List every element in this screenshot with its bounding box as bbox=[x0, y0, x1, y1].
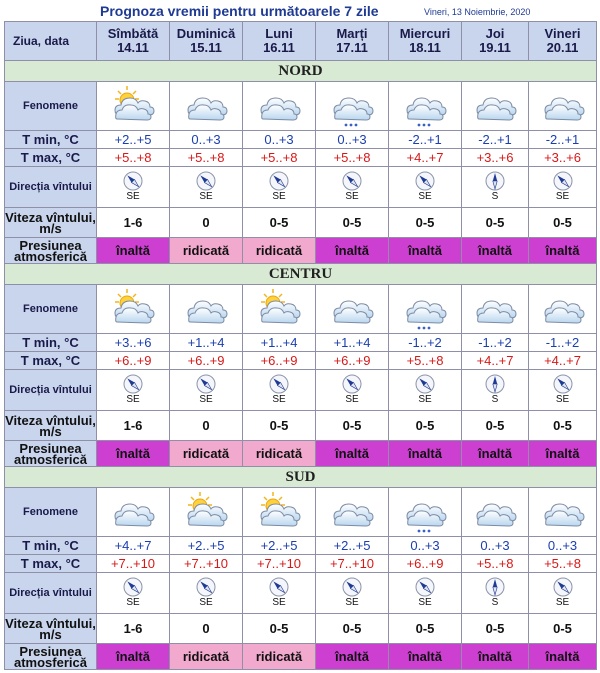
weather-cell bbox=[316, 285, 389, 334]
day-name: Sîmbătă bbox=[107, 26, 159, 41]
tmax-value: +5..+8 bbox=[529, 555, 597, 573]
tmin-value: +1..+4 bbox=[316, 334, 389, 352]
weather-cell bbox=[243, 488, 316, 537]
pressure-value: înaltă bbox=[97, 441, 170, 467]
wind-speed-row bbox=[5, 208, 597, 238]
tmax-value: +6..+9 bbox=[170, 352, 243, 370]
wind-speed-value: 0-5 bbox=[529, 614, 597, 644]
weather-cell bbox=[97, 82, 170, 131]
weather-cell bbox=[529, 488, 597, 537]
tmin-value: +1..+4 bbox=[243, 334, 316, 352]
tmin-row bbox=[5, 537, 597, 555]
phenomena-row bbox=[5, 488, 597, 537]
wind-direction-icon bbox=[123, 171, 143, 191]
region-header-row bbox=[5, 61, 597, 82]
pressure-row bbox=[5, 441, 597, 467]
day-date: 18.11 bbox=[409, 40, 441, 55]
tmax-value: +4..+7 bbox=[529, 352, 597, 370]
phenomena-row bbox=[5, 82, 597, 131]
weather-cell bbox=[170, 488, 243, 537]
pressure-value: înaltă bbox=[316, 441, 389, 467]
wind-speed-value: 0-5 bbox=[389, 208, 462, 238]
wind-speed-value: 0-5 bbox=[243, 411, 316, 441]
pressure-value: înaltă bbox=[316, 644, 389, 670]
weather-cell bbox=[529, 285, 597, 334]
pressure-row bbox=[5, 644, 597, 670]
wind-speed-value: 0-5 bbox=[462, 614, 529, 644]
wind-speed-value: 0-5 bbox=[529, 208, 597, 238]
weather-cell bbox=[462, 488, 529, 537]
wind-direction-row bbox=[5, 167, 597, 208]
wind-direction-cell bbox=[316, 370, 389, 411]
wind-direction-label: S bbox=[491, 596, 499, 608]
weather-cell bbox=[170, 82, 243, 131]
cloudy-icon bbox=[471, 489, 519, 535]
tmin-value: -2..+1 bbox=[462, 131, 529, 149]
tmax-value: +4..+7 bbox=[462, 352, 529, 370]
wind-direction-icon bbox=[415, 577, 435, 597]
wind-speed-value: 0-5 bbox=[243, 614, 316, 644]
cloudy-icon bbox=[328, 286, 376, 332]
partly-sunny-cloud-icon bbox=[255, 489, 303, 535]
wind-direction-label: SE bbox=[555, 596, 570, 608]
wind-direction-cell bbox=[529, 370, 597, 411]
region-header-row bbox=[5, 264, 597, 285]
tmax-row bbox=[5, 352, 597, 370]
tmin-value: -2..+1 bbox=[389, 131, 462, 149]
row-label: T min, °C bbox=[5, 537, 97, 555]
pressure-value: ridicată bbox=[243, 441, 316, 467]
row-label: T max, °C bbox=[5, 352, 97, 370]
wind-direction-cell bbox=[170, 370, 243, 411]
forecast-date: Vineri, 13 Noiembrie, 2020 bbox=[424, 7, 531, 17]
pressure-value: înaltă bbox=[529, 238, 597, 264]
pressure-value: înaltă bbox=[97, 238, 170, 264]
weather-cell bbox=[529, 82, 597, 131]
tmin-value: 0..+3 bbox=[529, 537, 597, 555]
wind-speed-value: 1-6 bbox=[97, 411, 170, 441]
wind-direction-cell bbox=[170, 167, 243, 208]
tmin-value: +1..+4 bbox=[170, 334, 243, 352]
row-label: Viteza vîntului, m/s bbox=[5, 412, 96, 439]
pressure-value: înaltă bbox=[462, 441, 529, 467]
tmax-value: +6..+9 bbox=[389, 555, 462, 573]
day-name: Joi bbox=[485, 26, 505, 41]
wind-direction-label: SE bbox=[418, 596, 432, 608]
wind-direction-cell bbox=[462, 573, 529, 614]
tmin-value: -2..+1 bbox=[529, 131, 597, 149]
wind-speed-value: 0-5 bbox=[389, 411, 462, 441]
wind-speed-value: 1-6 bbox=[97, 614, 170, 644]
wind-direction-label: SE bbox=[126, 190, 140, 202]
tmin-value: 0..+3 bbox=[389, 537, 462, 555]
wind-direction-label: SE bbox=[126, 393, 140, 405]
wind-direction-icon bbox=[342, 171, 362, 191]
row-label: Fenomene bbox=[5, 285, 97, 334]
row-label: Presiunea atmosferică bbox=[5, 238, 97, 264]
day-header bbox=[316, 22, 389, 61]
pressure-value: înaltă bbox=[529, 441, 597, 467]
wind-direction-label: SE bbox=[272, 393, 286, 405]
wind-speed-value: 1-6 bbox=[97, 208, 170, 238]
forecast-table bbox=[4, 21, 597, 670]
wind-direction-icon bbox=[196, 577, 216, 597]
header-label: Ziua, data bbox=[5, 22, 97, 61]
day-header bbox=[529, 22, 597, 61]
region-title: SUD bbox=[5, 467, 597, 488]
region-title: NORD bbox=[5, 61, 597, 82]
weather-cell bbox=[462, 285, 529, 334]
tmin-value: 0..+3 bbox=[316, 131, 389, 149]
cloudy-icon bbox=[109, 489, 157, 535]
wind-speed-value: 0 bbox=[170, 411, 243, 441]
wind-direction-icon bbox=[485, 577, 505, 597]
wind-direction-cell bbox=[243, 167, 316, 208]
title-bar bbox=[0, 0, 600, 20]
tmin-value: +2..+5 bbox=[243, 537, 316, 555]
tmax-value: +5..+8 bbox=[389, 352, 462, 370]
wind-speed-value: 0-5 bbox=[316, 411, 389, 441]
wind-direction-cell bbox=[170, 573, 243, 614]
wind-direction-row bbox=[5, 370, 597, 411]
cloud-snow-icon bbox=[401, 489, 449, 535]
weather-cell bbox=[170, 285, 243, 334]
wind-direction-icon bbox=[553, 171, 573, 191]
partly-sunny-cloud-icon bbox=[182, 489, 230, 535]
wind-direction-icon bbox=[269, 171, 289, 191]
wind-speed-row bbox=[5, 411, 597, 441]
tmin-value: +4..+7 bbox=[97, 537, 170, 555]
wind-direction-icon bbox=[196, 374, 216, 394]
partly-sunny-cloud-icon bbox=[109, 286, 157, 332]
weather-cell bbox=[97, 488, 170, 537]
row-label: Fenomene bbox=[5, 82, 97, 131]
wind-direction-icon bbox=[553, 577, 573, 597]
wind-direction-label: S bbox=[491, 190, 499, 202]
tmin-value: +2..+5 bbox=[170, 537, 243, 555]
wind-direction-cell bbox=[316, 167, 389, 208]
wind-direction-icon bbox=[415, 374, 435, 394]
row-label: Presiunea atmosferică bbox=[5, 441, 97, 467]
partly-sunny-cloud-icon bbox=[109, 83, 157, 129]
tmin-value: 0..+3 bbox=[170, 131, 243, 149]
tmax-row bbox=[5, 149, 597, 167]
wind-direction-cell bbox=[529, 167, 597, 208]
wind-direction-label: SE bbox=[199, 596, 213, 608]
day-date: 17.11 bbox=[336, 40, 368, 55]
day-name: Miercuri bbox=[399, 26, 451, 41]
cloudy-icon bbox=[182, 286, 230, 332]
wind-speed-value: 0-5 bbox=[316, 614, 389, 644]
wind-direction-label: SE bbox=[345, 393, 359, 405]
tmin-value: -1..+2 bbox=[462, 334, 529, 352]
wind-direction-icon bbox=[342, 577, 362, 597]
tmax-value: +5..+8 bbox=[462, 555, 529, 573]
weather-cell bbox=[316, 82, 389, 131]
wind-direction-icon bbox=[123, 374, 143, 394]
wind-direction-cell bbox=[389, 370, 462, 411]
wind-direction-row bbox=[5, 573, 597, 614]
tmax-value: +5..+8 bbox=[243, 149, 316, 167]
weather-cell bbox=[389, 285, 462, 334]
weather-cell bbox=[97, 285, 170, 334]
day-date: 14.11 bbox=[117, 40, 149, 55]
tmin-value: +2..+5 bbox=[316, 537, 389, 555]
wind-speed-value: 0-5 bbox=[529, 411, 597, 441]
wind-speed-value: 0 bbox=[170, 614, 243, 644]
cloud-snow-icon bbox=[401, 83, 449, 129]
wind-direction-cell bbox=[529, 573, 597, 614]
day-date: 15.11 bbox=[190, 40, 222, 55]
wind-direction-label: SE bbox=[418, 393, 432, 405]
cloudy-icon bbox=[539, 83, 587, 129]
wind-speed-value: 0-5 bbox=[462, 208, 529, 238]
wind-speed-value: 0-5 bbox=[389, 614, 462, 644]
weather-cell bbox=[389, 488, 462, 537]
weather-cell bbox=[243, 82, 316, 131]
cloudy-icon bbox=[539, 286, 587, 332]
day-name: Marți bbox=[336, 26, 368, 41]
pressure-value: ridicată bbox=[170, 441, 243, 467]
tmax-value: +5..+8 bbox=[170, 149, 243, 167]
day-header bbox=[243, 22, 316, 61]
header-row bbox=[5, 22, 597, 61]
cloudy-icon bbox=[255, 83, 303, 129]
tmax-value: +7..+10 bbox=[97, 555, 170, 573]
tmax-value: +6..+9 bbox=[243, 352, 316, 370]
tmax-value: +4..+7 bbox=[389, 149, 462, 167]
tmax-value: +7..+10 bbox=[170, 555, 243, 573]
pressure-value: ridicată bbox=[243, 238, 316, 264]
day-name: Vineri bbox=[544, 26, 581, 41]
cloudy-icon bbox=[471, 286, 519, 332]
tmax-value: +6..+9 bbox=[97, 352, 170, 370]
wind-direction-label: SE bbox=[272, 190, 286, 202]
day-header bbox=[97, 22, 170, 61]
row-label: Viteza vîntului, m/s bbox=[5, 209, 96, 236]
tmax-row bbox=[5, 555, 597, 573]
pressure-value: ridicată bbox=[243, 644, 316, 670]
tmin-value: -1..+2 bbox=[389, 334, 462, 352]
day-date: 16.11 bbox=[263, 40, 295, 55]
wind-direction-cell bbox=[97, 370, 170, 411]
tmin-value: 0..+3 bbox=[462, 537, 529, 555]
wind-speed-value: 0-5 bbox=[462, 411, 529, 441]
day-date: 20.11 bbox=[546, 40, 579, 55]
wind-direction-cell bbox=[389, 167, 462, 208]
tmax-value: +6..+9 bbox=[316, 352, 389, 370]
day-header bbox=[389, 22, 462, 61]
cloudy-icon bbox=[328, 489, 376, 535]
day-header bbox=[170, 22, 243, 61]
wind-direction-cell bbox=[97, 573, 170, 614]
weather-cell bbox=[243, 285, 316, 334]
pressure-value: înaltă bbox=[389, 644, 462, 670]
wind-direction-cell bbox=[316, 573, 389, 614]
tmax-value: +7..+10 bbox=[316, 555, 389, 573]
row-label: T min, °C bbox=[5, 131, 97, 149]
wind-direction-label: SE bbox=[345, 190, 359, 202]
row-label: Direcția vîntului bbox=[5, 167, 97, 208]
row-label: Presiunea atmosferică bbox=[5, 644, 97, 670]
wind-direction-icon bbox=[415, 171, 435, 191]
wind-direction-label: S bbox=[491, 393, 499, 405]
pressure-value: ridicată bbox=[170, 238, 243, 264]
partly-sunny-cloud-icon bbox=[255, 286, 303, 332]
page-title: Prognoza vremii pentru următoarele 7 zile bbox=[100, 3, 379, 19]
cloudy-icon bbox=[539, 489, 587, 535]
wind-direction-icon bbox=[269, 577, 289, 597]
tmax-value: +5..+8 bbox=[316, 149, 389, 167]
wind-direction-cell bbox=[389, 573, 462, 614]
row-label: Viteza vîntului, m/s bbox=[5, 615, 96, 642]
weather-cell bbox=[316, 488, 389, 537]
wind-speed-value: 0-5 bbox=[316, 208, 389, 238]
wind-direction-label: SE bbox=[199, 393, 213, 405]
cloudy-icon bbox=[182, 83, 230, 129]
wind-direction-label: SE bbox=[199, 190, 213, 202]
tmax-value: +3..+6 bbox=[529, 149, 597, 167]
tmax-value: +3..+6 bbox=[462, 149, 529, 167]
cloud-snow-icon bbox=[401, 286, 449, 332]
pressure-row bbox=[5, 238, 597, 264]
region-title: CENTRU bbox=[5, 264, 597, 285]
day-date: 19.11 bbox=[479, 40, 511, 55]
wind-direction-cell bbox=[243, 370, 316, 411]
pressure-value: înaltă bbox=[529, 644, 597, 670]
wind-speed-value: 0 bbox=[170, 208, 243, 238]
cloudy-icon bbox=[471, 83, 519, 129]
wind-direction-cell bbox=[243, 573, 316, 614]
pressure-value: ridicată bbox=[170, 644, 243, 670]
tmax-value: +5..+8 bbox=[97, 149, 170, 167]
row-label: T max, °C bbox=[5, 149, 97, 167]
pressure-value: înaltă bbox=[462, 238, 529, 264]
pressure-value: înaltă bbox=[389, 441, 462, 467]
wind-direction-cell bbox=[97, 167, 170, 208]
wind-direction-icon bbox=[553, 374, 573, 394]
wind-direction-label: SE bbox=[272, 596, 286, 608]
row-label: Direcția vîntului bbox=[5, 573, 97, 614]
wind-direction-icon bbox=[123, 577, 143, 597]
pressure-value: înaltă bbox=[389, 238, 462, 264]
region-header-row bbox=[5, 467, 597, 488]
wind-speed-value: 0-5 bbox=[243, 208, 316, 238]
tmin-row bbox=[5, 131, 597, 149]
phenomena-row bbox=[5, 285, 597, 334]
day-name: Luni bbox=[265, 26, 293, 41]
row-label: T max, °C bbox=[5, 555, 97, 573]
row-label: T min, °C bbox=[5, 334, 97, 352]
pressure-value: înaltă bbox=[462, 644, 529, 670]
wind-direction-label: SE bbox=[555, 190, 570, 202]
day-name: Duminică bbox=[176, 26, 236, 41]
tmin-value: 0..+3 bbox=[243, 131, 316, 149]
wind-direction-label: SE bbox=[555, 393, 570, 405]
wind-direction-cell bbox=[462, 167, 529, 208]
tmin-row bbox=[5, 334, 597, 352]
tmin-value: -1..+2 bbox=[529, 334, 597, 352]
tmax-value: +7..+10 bbox=[243, 555, 316, 573]
row-label: Fenomene bbox=[5, 488, 97, 537]
tmin-value: +3..+6 bbox=[97, 334, 170, 352]
wind-direction-icon bbox=[269, 374, 289, 394]
day-header bbox=[462, 22, 529, 61]
weather-cell bbox=[389, 82, 462, 131]
cloud-snow-icon bbox=[328, 83, 376, 129]
row-label: Direcția vîntului bbox=[5, 370, 97, 411]
wind-direction-icon bbox=[485, 171, 505, 191]
wind-direction-icon bbox=[342, 374, 362, 394]
wind-speed-row bbox=[5, 614, 597, 644]
wind-direction-icon bbox=[485, 374, 505, 394]
wind-direction-icon bbox=[196, 171, 216, 191]
pressure-value: înaltă bbox=[97, 644, 170, 670]
tmin-value: +2..+5 bbox=[97, 131, 170, 149]
pressure-value: înaltă bbox=[316, 238, 389, 264]
weather-cell bbox=[462, 82, 529, 131]
wind-direction-label: SE bbox=[418, 190, 432, 202]
wind-direction-cell bbox=[462, 370, 529, 411]
wind-direction-label: SE bbox=[345, 596, 359, 608]
wind-direction-label: SE bbox=[126, 596, 140, 608]
